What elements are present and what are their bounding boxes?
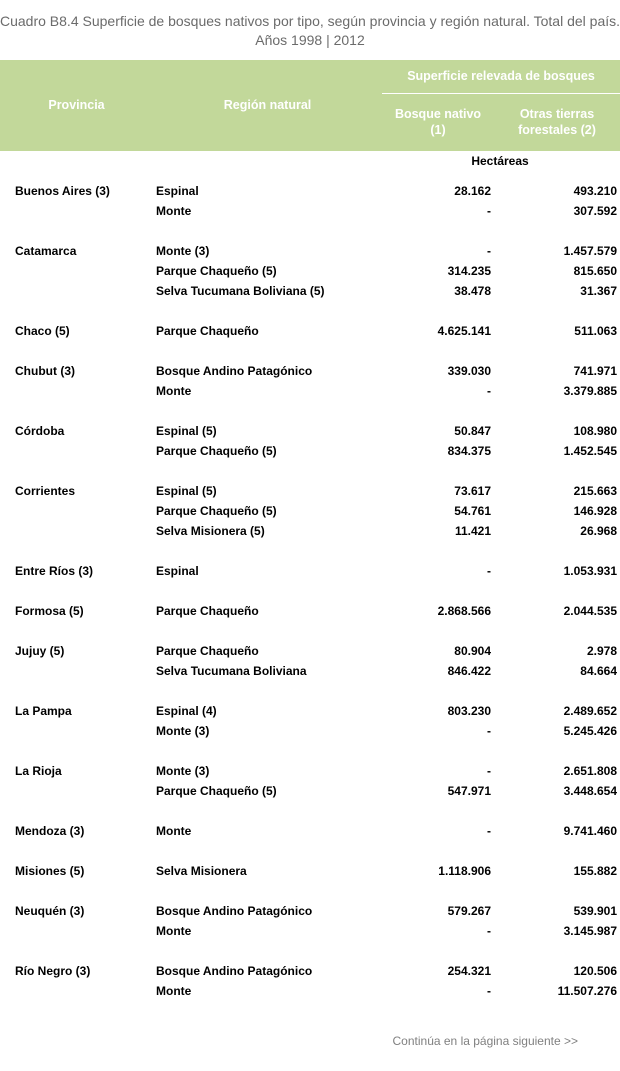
table-row [0,821,620,841]
cell-provincia: Corrientes [15,484,76,498]
cell-provincia: Formosa (5) [15,604,84,618]
header-bosque-nativo [382,106,494,138]
cell-otras-tierras: 1.452.545 [563,444,617,458]
cell-provincia: La Rioja [15,764,62,778]
group-spacer [0,461,620,481]
cell-bosque-nativo: 11.421 [454,524,491,538]
cell-region: Bosque Andino Patagónico [156,364,313,378]
group-spacer [0,741,620,761]
cell-region: Monte (3) [156,764,210,778]
cell-otras-tierras: 11.507.276 [557,984,617,998]
table-row [0,901,620,921]
cell-otras-tierras: 1.457.579 [563,244,617,258]
cell-bosque-nativo: 254.321 [447,964,491,978]
cell-region: Espinal (4) [156,704,217,718]
cell-bosque-nativo: - [487,764,491,778]
group-spacer [0,941,620,961]
cell-region: Monte [156,204,192,218]
group-spacer [0,581,620,601]
table-row [0,421,620,441]
table-row [0,921,620,941]
cell-bosque-nativo: - [487,204,491,218]
table-row [0,981,620,1001]
cell-bosque-nativo: - [487,824,491,838]
cell-otras-tierras: 120.506 [573,964,617,978]
table-row [0,781,620,801]
table-row [0,661,620,681]
cell-bosque-nativo: 80.904 [454,644,491,658]
cell-bosque-nativo: 50.847 [454,424,491,438]
table-row [0,721,620,741]
group-spacer [0,541,620,561]
cell-region: Monte [156,384,192,398]
cell-bosque-nativo: 314.235 [447,264,491,278]
table-row [0,241,620,261]
table-row [0,601,620,621]
table-row [0,181,620,201]
cell-otras-tierras: 2.044.535 [563,604,617,618]
cell-otras-tierras: 511.063 [574,324,617,338]
cell-bosque-nativo: 54.761 [454,504,491,518]
cell-bosque-nativo: - [487,564,491,578]
cell-region: Selva Tucumana Boliviana [156,664,307,678]
group-spacer [0,341,620,361]
table-header [0,60,620,151]
cell-bosque-nativo: 38.478 [454,284,491,298]
cell-region: Parque Chaqueño [156,604,259,618]
cell-bosque-nativo: - [487,384,491,398]
table-row [0,481,620,501]
cell-otras-tierras: 493.210 [573,184,617,198]
header-bosque-nativo-line2: (1) [430,123,446,137]
header-otras-tierras [494,106,620,138]
cell-bosque-nativo: 547.971 [447,784,491,798]
cell-region: Parque Chaqueño (5) [156,444,277,458]
cell-region: Monte (3) [156,244,210,258]
cell-region: Espinal [156,184,199,198]
cell-bosque-nativo: 846.422 [447,664,491,678]
table-row [0,321,620,341]
cell-provincia: Buenos Aires (3) [15,184,110,198]
group-spacer [0,681,620,701]
table-row [0,361,620,381]
cell-region: Parque Chaqueño [156,324,259,338]
cell-otras-tierras: 3.448.654 [563,784,617,798]
table-body [0,181,620,1001]
header-otras-tierras-line1: Otras tierras [519,107,595,121]
cell-provincia: Chaco (5) [15,324,70,338]
cell-otras-tierras: 539.901 [573,904,617,918]
cell-otras-tierras: 84.664 [580,664,617,678]
cell-bosque-nativo: - [487,724,491,738]
cell-provincia: Mendoza (3) [15,824,85,838]
group-spacer [0,801,620,821]
table-row [0,961,620,981]
group-spacer [0,841,620,861]
cell-otras-tierras: 815.650 [573,264,617,278]
cell-bosque-nativo: 339.030 [447,364,491,378]
cell-otras-tierras: 1.053.931 [563,564,617,578]
group-spacer [0,221,620,241]
header-divider [382,93,620,94]
cell-region: Selva Misionera [156,864,247,878]
cell-otras-tierras: 741.971 [573,364,617,378]
cell-otras-tierras: 2.978 [586,644,617,658]
cell-region: Parque Chaqueño [156,644,259,658]
cell-region: Selva Tucumana Boliviana (5) [156,284,325,298]
table-row [0,441,620,461]
header-region-natural: Región natural [223,98,312,112]
group-spacer [0,881,620,901]
header-provincia: Provincia [48,98,105,112]
cell-region: Bosque Andino Patagónico [156,964,313,978]
cell-bosque-nativo: 73.617 [454,484,491,498]
table-row [0,501,620,521]
cell-otras-tierras: 31.367 [580,284,617,298]
cell-provincia: Jujuy (5) [15,644,65,658]
table-row [0,281,620,301]
table-row [0,381,620,401]
cell-otras-tierras: 2.651.808 [563,764,617,778]
cell-region: Monte (3) [156,724,210,738]
cell-region: Parque Chaqueño (5) [156,784,277,798]
cell-bosque-nativo: - [487,924,491,938]
cell-provincia: La Pampa [15,704,72,718]
header-superficie: Superficie relevada de bosques [407,69,595,83]
cell-region: Monte [156,984,192,998]
cell-region: Espinal (5) [156,424,217,438]
group-spacer [0,621,620,641]
cell-bosque-nativo: 4.625.141 [437,324,491,338]
table-row [0,861,620,881]
cell-bosque-nativo: 803.230 [447,704,491,718]
table-row [0,561,620,581]
cell-otras-tierras: 155.882 [573,864,617,878]
cell-region: Bosque Andino Patagónico [156,904,313,918]
cell-provincia: Catamarca [15,244,77,258]
table-row [0,261,620,281]
cell-otras-tierras: 307.592 [573,204,617,218]
table-row [0,641,620,661]
cell-provincia: Neuquén (3) [15,904,85,918]
header-otras-tierras-line2: forestales (2) [518,123,596,137]
cell-bosque-nativo: 579.267 [447,904,491,918]
cell-bosque-nativo: 834.375 [447,444,491,458]
cell-region: Monte [156,924,192,938]
table-row [0,761,620,781]
cell-region: Monte [156,824,192,838]
cell-bosque-nativo: 28.162 [454,184,491,198]
table-title: Cuadro B8.4 Superficie de bosques nativos por tipo, según provincia y región natural. Total del país. Años 1998 | 2012 [0,13,620,48]
cell-region: Espinal (5) [156,484,217,498]
cell-otras-tierras: 5.245.426 [563,724,617,738]
cell-provincia: Córdoba [15,424,65,438]
cell-provincia: Misiones (5) [15,864,85,878]
table-row [0,201,620,221]
cell-provincia: Río Negro (3) [15,964,91,978]
continue-link[interactable]: Continúa en la página siguiente >> [392,1034,578,1048]
cell-provincia: Chubut (3) [15,364,75,378]
cell-otras-tierras: 9.741.460 [563,824,617,838]
group-spacer [0,401,620,421]
cell-otras-tierras: 26.968 [580,524,617,538]
cell-otras-tierras: 3.145.987 [563,924,617,938]
cell-bosque-nativo: - [487,984,491,998]
cell-bosque-nativo: 1.118.906 [438,864,491,878]
cell-bosque-nativo: 2.868.566 [437,604,491,618]
cell-region: Selva Misionera (5) [156,524,265,538]
group-spacer [0,301,620,321]
cell-otras-tierras: 146.928 [573,504,617,518]
cell-region: Espinal [156,564,199,578]
cell-bosque-nativo: - [487,244,491,258]
header-bosque-nativo-line1: Bosque nativo [394,107,482,121]
table-row [0,701,620,721]
unit-label: Hectáreas [471,154,529,168]
table-row [0,521,620,541]
cell-region: Parque Chaqueño (5) [156,504,277,518]
cell-otras-tierras: 3.379.885 [563,384,617,398]
cell-provincia: Entre Ríos (3) [15,564,94,578]
cell-region: Parque Chaqueño (5) [156,264,277,278]
cell-otras-tierras: 215.663 [573,484,617,498]
cell-otras-tierras: 108.980 [573,424,617,438]
cell-otras-tierras: 2.489.652 [563,704,617,718]
